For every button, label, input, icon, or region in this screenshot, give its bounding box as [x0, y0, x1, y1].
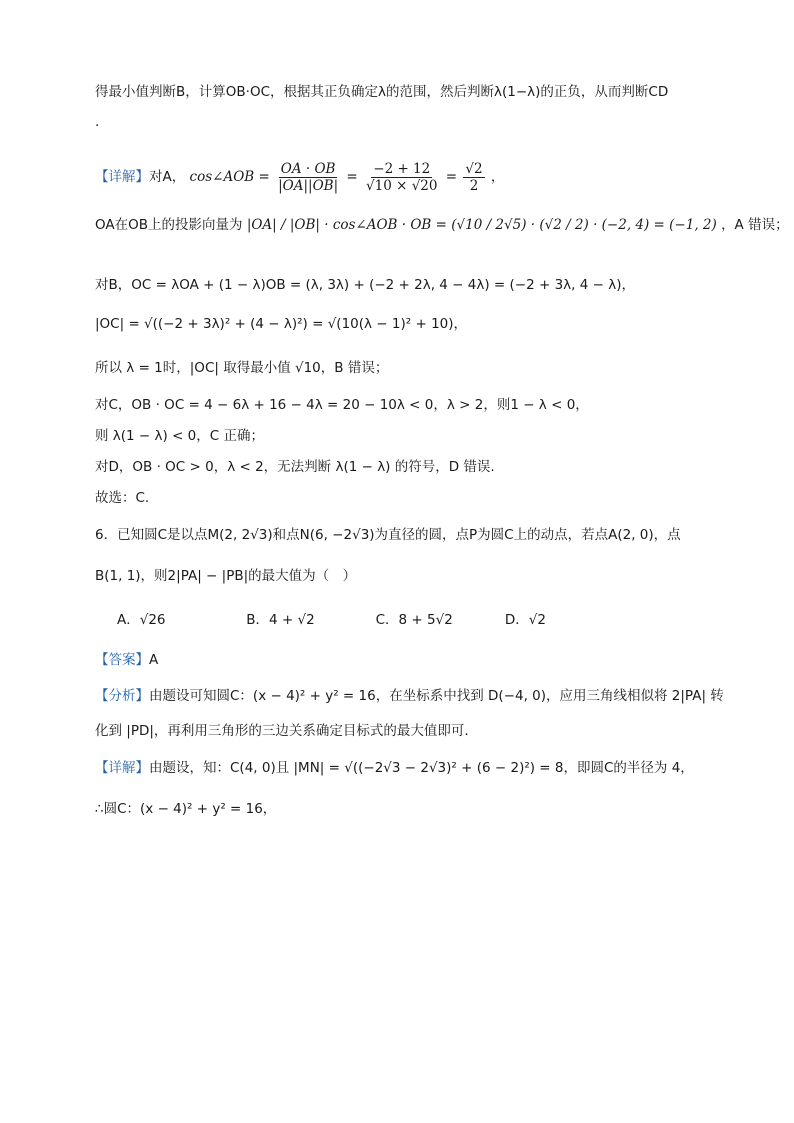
analysis-line-2 — [95, 721, 469, 741]
detail-line-b2 — [95, 314, 467, 334]
option-a: A．√26 — [117, 612, 166, 628]
fraction-denominator: 2 — [469, 177, 479, 194]
paragraph-text: 化到 |PD|，再利用三角形的三边关系确定目标式的最大值即可. — [95, 723, 469, 739]
detail-line-a2 — [95, 215, 789, 235]
paragraph-text: 则 λ(1 − λ) < 0，C 正确； — [95, 428, 264, 444]
detail-tag: 【详解】 — [95, 760, 149, 776]
fraction-denominator: √10 × √20 — [366, 177, 438, 194]
fraction-numerator: OA · OB — [280, 160, 336, 177]
analysis-tag: 【分析】 — [95, 688, 149, 704]
math-expression: = — [346, 169, 358, 185]
paragraph-text: |OC| = √((−2 + 3λ)² + (4 − λ)²) = √(10(λ − 1)² + 10)， — [95, 316, 468, 332]
detail-line-d — [95, 457, 495, 477]
answer-line — [95, 650, 158, 670]
choice-line — [95, 488, 149, 508]
paragraph-text: 对A， — [149, 169, 186, 185]
paragraph-text: 由题设，知：C(4, 0)且 |MN| = √((−2√3 − 2√3)² + (6 − 2)²) = 8，即圆C的半径为 4， — [149, 760, 694, 776]
paragraph-text: 对B，OC = λOA + (1 − λ)OB = (λ, 3λ) + (−2 + 2λ, 4 − 4λ) = (−2 + 3λ, 4 − λ)， — [95, 277, 635, 293]
option-d: D．√2 — [504, 612, 546, 628]
paragraph-text: 得最小值判断B，计算OB·OC，根据其正负确定λ的范围，然后判断λ(1−λ)的正负，从而判断CD — [95, 84, 669, 100]
math-expression: = — [445, 169, 458, 185]
math-expression: cos∠AOB = — [189, 169, 270, 185]
detail-line-c2 — [95, 426, 264, 446]
paragraph-text: ，A 错误； — [721, 217, 789, 233]
detail-line-c — [95, 395, 589, 415]
fraction-numerator: √2 — [465, 160, 483, 177]
paragraph-text: 所以 λ = 1时，|OC| 取得最小值 √10，B 错误； — [95, 360, 389, 376]
text-line — [95, 82, 668, 102]
fraction — [463, 161, 484, 194]
text-line — [95, 112, 99, 132]
paragraph-text: 对C，OB · OC = 4 − 6λ + 16 − 4λ = 20 − 10λ < 0，λ > 2，则1 − λ < 0， — [95, 397, 589, 413]
paragraph-text: ∴圆C：(x − 4)² + y² = 16， — [95, 801, 277, 817]
detail2-line — [95, 758, 694, 778]
detail2-line-2 — [95, 799, 276, 819]
math-expression: |OA| / |OB| · cos∠AOB · OB = (√10 / 2√5) · (√2 / 2) · (−2, 4) = (−1, 2) — [246, 217, 717, 233]
question-text: B(1, 1)，则2|PA| − |PB|的最大值为（ ） — [95, 568, 357, 584]
question-6-stem — [95, 525, 681, 545]
paragraph-text: 由题设可知圆C：(x − 4)² + y² = 16，在坐标系中找到 D(−4, 0)，应用三角线相似将 2|PA| 转 — [149, 688, 724, 704]
fraction-numerator: −2 + 12 — [373, 160, 431, 177]
detail-line-b — [95, 275, 635, 295]
answer-tag: 【答案】 — [95, 652, 149, 668]
detail-line-b3 — [95, 358, 388, 378]
options-row — [117, 610, 630, 630]
option-b: B．4 + √2 — [246, 612, 315, 628]
paragraph-text: 对D，OB · OC > 0，λ < 2，无法判断 λ(1 − λ) 的符号，D 错误. — [95, 459, 495, 475]
paragraph-text: OA在OB上的投影向量为 — [95, 217, 243, 233]
fraction — [276, 161, 340, 194]
fraction — [364, 161, 439, 194]
paragraph-text: ， — [490, 169, 505, 185]
question-text: 6．已知圆C是以点M(2, 2√3)和点N(6, −2√3)为直径的圆，点P为圆C上的动点，若点A(2, 0)，点 — [95, 527, 681, 543]
answer-value: A — [149, 652, 159, 668]
detail-tag: 【详解】 — [95, 169, 149, 185]
question-6-stem-2 — [95, 566, 356, 586]
option-c: C．8 + 5√2 — [375, 612, 453, 628]
paragraph-text: . — [95, 114, 100, 130]
analysis-line — [95, 686, 724, 706]
paragraph-text: 故选：C. — [95, 490, 150, 506]
fraction-denominator: |OA||OB| — [278, 177, 339, 194]
detail-line-a — [95, 157, 504, 197]
